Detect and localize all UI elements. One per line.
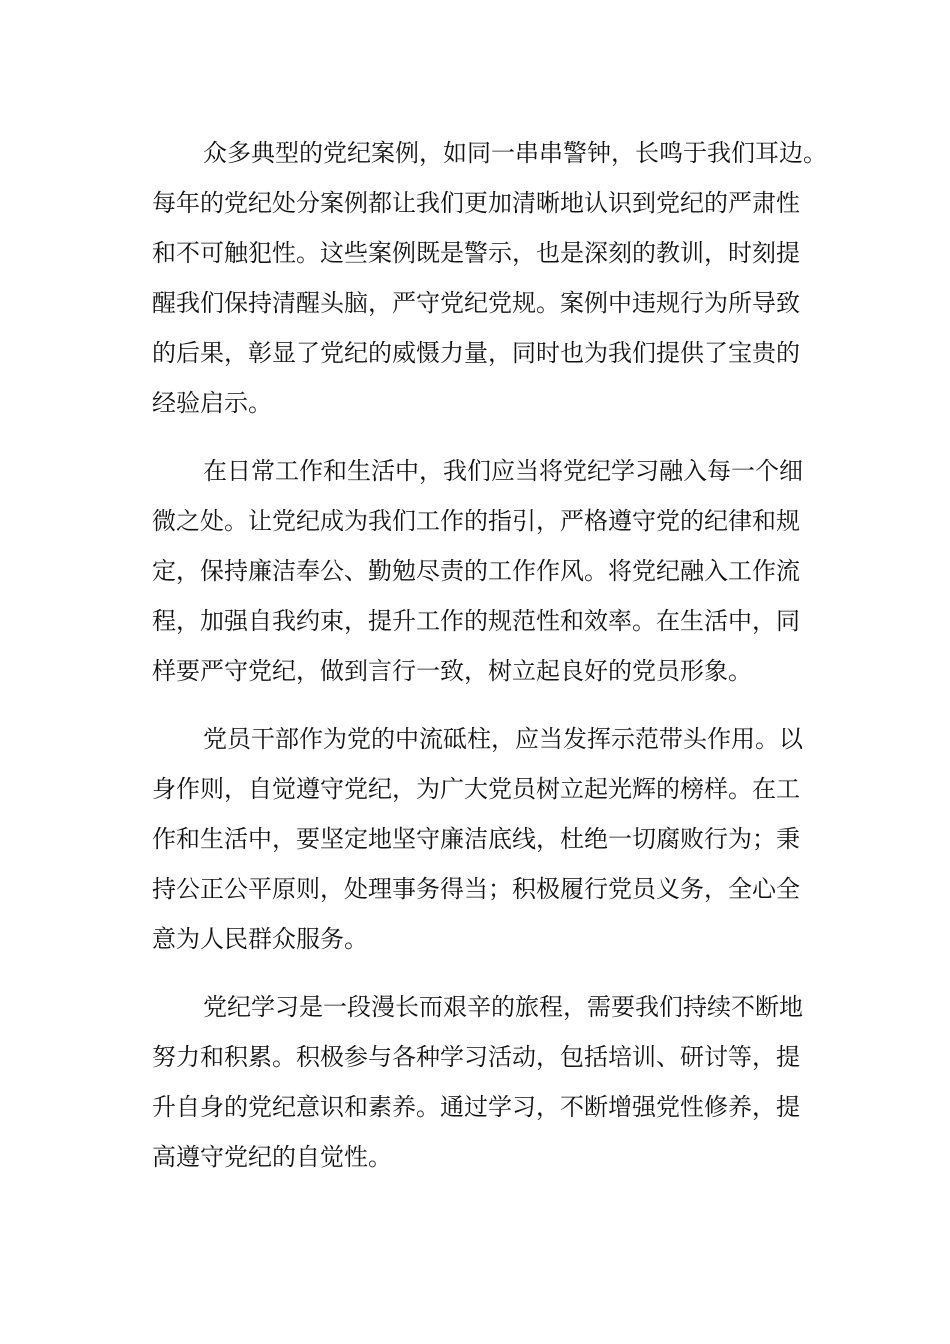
document-body [152,128,827,1200]
paragraph-4 [152,982,802,1182]
paragraph-line: 升自身的党纪意识和素养。通过学习，不断增强党性修养，提 [152,1093,800,1121]
paragraph-line: 的后果，彰显了党纪的威慑力量，同时也为我们提供了宝贵的 [152,339,800,367]
paragraph-2 [152,446,802,696]
paragraph-line: 众多典型的党纪案例，如同一串串警钟，长鸣于我们耳边。 [203,139,827,167]
paragraph-line: 程，加强自我约束，提升工作的规范性和效率。在生活中，同 [152,607,800,635]
paragraph-line: 党员干部作为党的中流砥柱，应当发挥示范带头作用。以 [203,725,803,753]
paragraph-1 [152,128,827,428]
paragraph-line: 和不可触犯性。这些案例既是警示，也是深刻的教训，时刻提 [152,239,800,267]
paragraph-line: 持公正公平原则，处理事务得当；积极履行党员义务，全心全 [152,875,800,903]
paragraph-3 [152,714,802,964]
paragraph-line: 每年的党纪处分案例都让我们更加清晰地认识到党纪的严肃性 [152,189,800,217]
paragraph-line: 党纪学习是一段漫长而艰辛的旅程，需要我们持续不断地 [203,993,803,1021]
paragraph-line: 努力和积累。积极参与各种学习活动，包括培训、研讨等，提 [152,1043,800,1071]
paragraph-line: 醒我们保持清醒头脑，严守党纪党规。案例中违规行为所导致 [152,289,800,317]
paragraph-line: 定，保持廉洁奉公、勤勉尽责的工作作风。将党纪融入工作流 [152,557,800,585]
paragraph-line: 意为人民群众服务。 [152,925,368,953]
paragraph-line: 微之处。让党纪成为我们工作的指引，严格遵守党的纪律和规 [152,507,800,535]
paragraph-line: 高遵守党纪的自觉性。 [152,1143,392,1171]
paragraph-line: 在日常工作和生活中，我们应当将党纪学习融入每一个细 [203,457,803,485]
paragraph-line: 身作则，自觉遵守党纪，为广大党员树立起光辉的榜样。在工 [152,775,800,803]
paragraph-line: 经验启示。 [152,389,272,417]
paragraph-line: 样要严守党纪，做到言行一致，树立起良好的党员形象。 [152,657,752,685]
paragraph-line: 作和生活中，要坚定地坚守廉洁底线，杜绝一切腐败行为；秉 [152,825,800,853]
